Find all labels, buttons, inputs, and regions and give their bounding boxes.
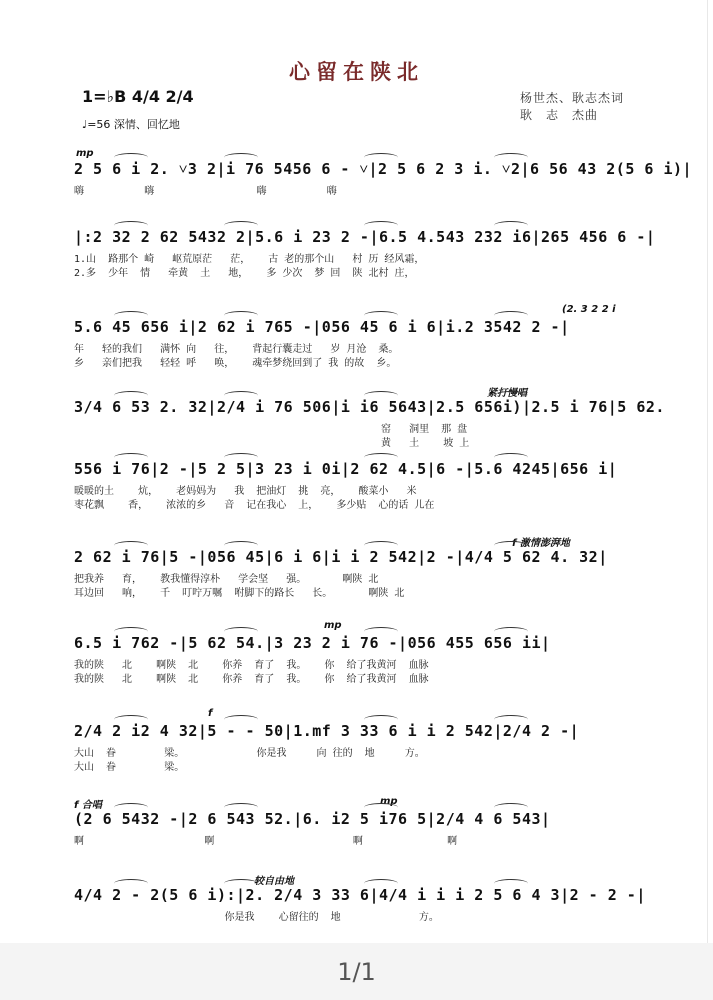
slur-mark bbox=[224, 715, 258, 724]
score-system bbox=[74, 148, 693, 220]
lyric-line: 啊 啊 啊 啊 bbox=[74, 836, 458, 847]
slur-mark bbox=[364, 879, 398, 888]
page-indicator: 1/1 bbox=[337, 958, 376, 986]
slur-mark bbox=[224, 221, 258, 230]
score-system bbox=[74, 796, 640, 870]
slur-mark bbox=[494, 453, 528, 462]
lyric-line: 2.多 少年 情 牵黄 土 地， 多 少次 梦 回 陕 北村 庄， bbox=[74, 268, 415, 279]
slur-mark bbox=[114, 453, 148, 462]
slur-mark bbox=[494, 803, 528, 812]
slur-mark bbox=[114, 715, 148, 724]
slur-mark bbox=[364, 311, 398, 320]
slur-mark bbox=[224, 627, 258, 636]
lyric-line: 把我养 育， 教我懂得淳朴 学会坚 强。 啊陕 北 bbox=[74, 574, 379, 585]
notation-line: 2 62 i 76|5 -|056 45|6 i 6|i i 2 542|2 -|4/4 5 62 4. 32| bbox=[74, 548, 608, 566]
slur-mark bbox=[364, 453, 398, 462]
slur-mark bbox=[114, 311, 148, 320]
slur-mark bbox=[224, 453, 258, 462]
slur-mark bbox=[364, 803, 398, 812]
lyric-line: 嗨 嗨 嗨 嗨 bbox=[74, 186, 337, 197]
key-signature: 1=♭B 4/4 2/4 bbox=[82, 87, 194, 106]
slur-mark bbox=[494, 879, 528, 888]
slur-mark bbox=[364, 627, 398, 636]
slur-mark bbox=[364, 153, 398, 162]
lyric-line: 我的陕 北 啊陕 北 你养 育了 我。 你 给了我黄河 血脉 bbox=[74, 674, 429, 685]
lyric-line: 窑 洞里 那 盘 bbox=[74, 424, 468, 435]
slur-mark bbox=[364, 715, 398, 724]
composer-credit: 耿 志 杰曲 bbox=[520, 108, 599, 122]
score-system bbox=[74, 460, 640, 520]
notation-line: 4/4 2 - 2(5 6 i):|2. 2/4 3 33 6|4/4 i i i 2 5 6 4 3|2 - 2 -| bbox=[74, 886, 646, 904]
slur-mark bbox=[494, 627, 528, 636]
slur-mark bbox=[224, 311, 258, 320]
lyric-line: 黄 土 坡 上 bbox=[74, 438, 470, 449]
slur-mark bbox=[114, 541, 148, 550]
notation-line: 6.5 i 762 -|5 62 54.|3 23 2 i 76 -|056 455 656 ii| bbox=[74, 634, 551, 652]
expression-mark: f 合唱 bbox=[74, 800, 102, 811]
lyric-line: 大山 眷 梁。 bbox=[74, 762, 185, 773]
notation-line: 5.6 45 656 i|2 62 i 765 -|056 45 6 i 6|i.2 3542 2 -| bbox=[74, 318, 570, 336]
lyricist-credit: 杨世杰、耿志杰词 bbox=[520, 91, 625, 105]
slur-mark bbox=[224, 391, 258, 400]
tempo-marking: ♩=56 深情、回忆地 bbox=[82, 118, 180, 131]
lyric-line: 年 轻的我们 满怀 向 往， 背起行囊走过 岁 月沧 桑。 bbox=[74, 344, 399, 355]
expression-mark: f bbox=[208, 708, 213, 719]
lyric-line: 1.山 路那个 崎 岖荒原茫 茫， 古 老的那个山 村 历 经风霜， bbox=[74, 254, 425, 265]
notation-line: |:2 32 2 62 5432 2|5.6 i 23 2 -|6.5 4.543 232 i6|265 456 6 -| bbox=[74, 228, 656, 246]
slur-mark bbox=[114, 803, 148, 812]
slur-mark bbox=[224, 541, 258, 550]
slur-mark bbox=[114, 221, 148, 230]
slur-mark bbox=[364, 391, 398, 400]
expression-mark: mp bbox=[324, 620, 342, 631]
lyric-line: 耳边回 响， 千 叮咛万嘱 咐脚下的路长 长。 啊陕 北 bbox=[74, 588, 405, 599]
slur-mark bbox=[224, 153, 258, 162]
score-system bbox=[74, 620, 640, 694]
slur-mark bbox=[494, 153, 528, 162]
score-system bbox=[74, 876, 646, 946]
expression-mark: mp bbox=[380, 796, 398, 807]
expression-mark: mp bbox=[76, 148, 94, 159]
slur-mark bbox=[494, 715, 528, 724]
slur-mark bbox=[114, 153, 148, 162]
song-title: 心留在陕北 bbox=[289, 60, 424, 84]
slur-mark bbox=[494, 541, 528, 550]
lyric-line: 乡 亲们把我 轻轻 呼 唤， 魂牵梦绕回到了 我 的故 乡。 bbox=[74, 358, 397, 369]
notation-line: 556 i 76|2 -|5 2 5|3 23 i 0i|2 62 4.5|6 -|5.6 4245|656 i| bbox=[74, 460, 618, 478]
slur-mark bbox=[494, 221, 528, 230]
slur-mark bbox=[224, 803, 258, 812]
score-system bbox=[74, 708, 640, 782]
expression-mark: f 激情澎湃地 bbox=[512, 538, 570, 549]
lyric-line: 枣花飘 香， 浓浓的乡 音 记在我心 上， 多少贴 心的话 儿在 bbox=[74, 500, 435, 511]
score-system bbox=[74, 388, 665, 458]
lyric-line: 我的陕 北 啊陕 北 你养 育了 我。 你 给了我黄河 血脉 bbox=[74, 660, 429, 671]
slur-mark bbox=[114, 627, 148, 636]
lyric-line: 暖暖的土 炕， 老妈妈为 我 把油灯 挑 亮， 酸菜小 米 bbox=[74, 486, 417, 497]
slur-mark bbox=[114, 879, 148, 888]
expression-mark: 紧打慢唱 bbox=[487, 388, 527, 399]
lyric-line: 你是我 心留往的 地 方。 bbox=[74, 912, 439, 923]
slur-mark bbox=[494, 311, 528, 320]
expression-mark: (2. 3 2 2 i bbox=[562, 304, 616, 315]
expression-mark: 较自由地 bbox=[254, 876, 294, 887]
slur-mark bbox=[364, 221, 398, 230]
notation-line: (2 6 5432 -|2 6 543 52.|6. i2 5 i76 5|2/4 4 6 543| bbox=[74, 810, 551, 828]
notation-line: 3/4 6 53 2. 32|2/4 i 76 506|i i6 5643|2.5 656i)|2.5 i 76|5 62. bbox=[74, 398, 665, 416]
slur-mark bbox=[114, 391, 148, 400]
slur-mark bbox=[224, 879, 258, 888]
lyric-line: 大山 眷 梁。 你是我 向 往的 地 方。 bbox=[74, 748, 425, 759]
slur-mark bbox=[364, 541, 398, 550]
score-system bbox=[74, 304, 640, 378]
notation-line: 2 5 6 i 2. ˅3 2|i 76 5456 6 - ˅|2 5 6 2 3 i. ˅2|6 56 43 2(5 6 i)| bbox=[74, 160, 693, 178]
score-system bbox=[74, 538, 640, 608]
notation-line: 2/4 2 i2 4 32|5 - - 50|1.mf 3 33 6 i i 2 542|2/4 2 -| bbox=[74, 722, 580, 740]
score-system bbox=[74, 228, 656, 288]
slur-mark bbox=[494, 391, 528, 400]
